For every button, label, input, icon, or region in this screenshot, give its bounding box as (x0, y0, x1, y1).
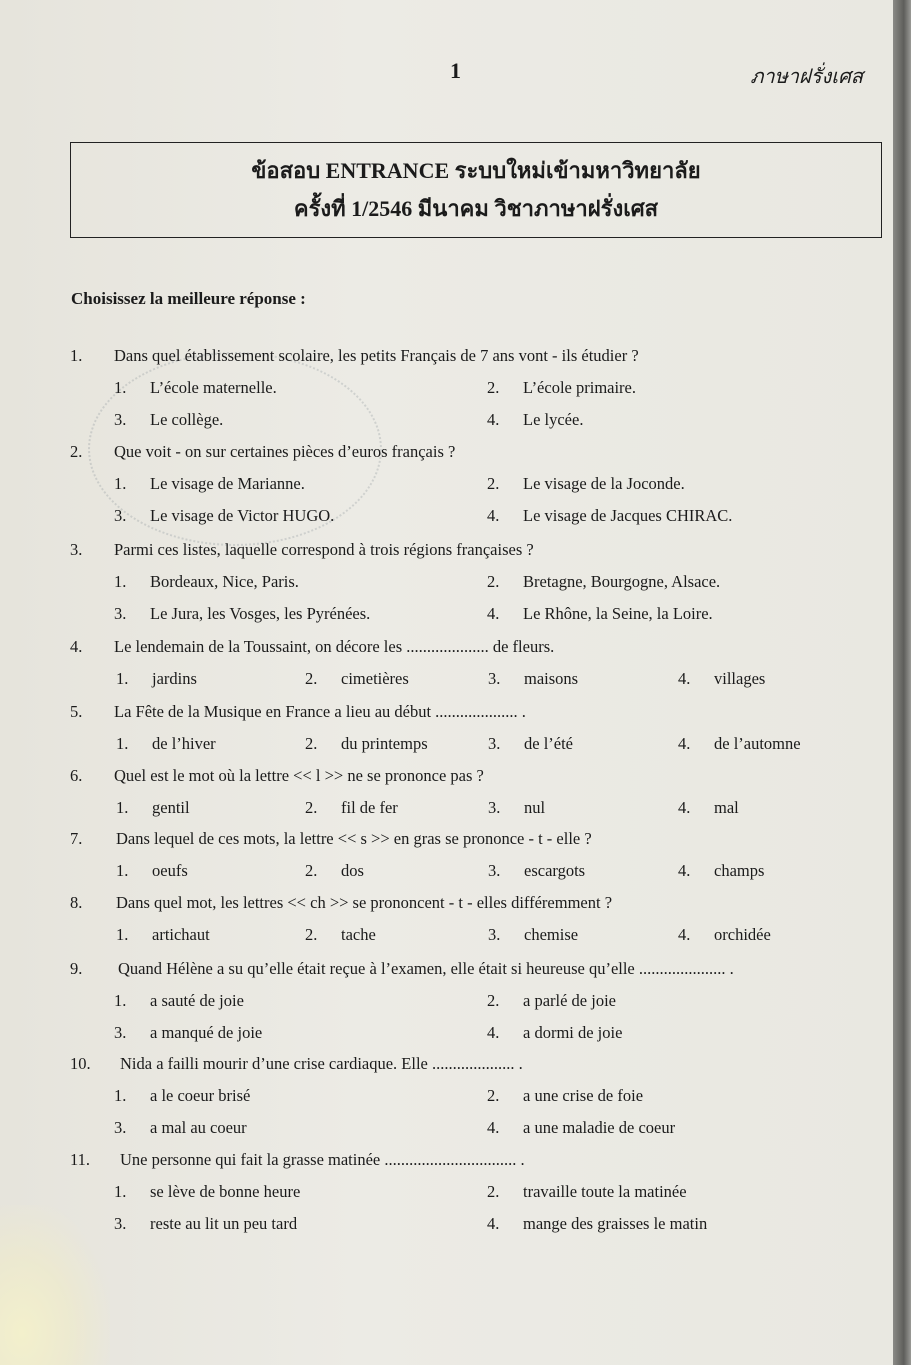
option-9-1 (114, 991, 244, 1011)
option-9-4 (487, 1023, 622, 1043)
question-7 (70, 829, 592, 849)
option-text: escargots (524, 861, 586, 880)
option-text: L’école primaire. (523, 378, 637, 397)
option-text: a dormi de joie (523, 1023, 623, 1042)
option-text: a une crise de foie (523, 1086, 644, 1105)
option-number: 1. (114, 474, 127, 493)
option-number: 3. (114, 506, 127, 525)
question-number: 9. (70, 959, 83, 978)
option-11-2 (487, 1182, 687, 1202)
option-text: Le Jura, les Vosges, les Pyrénées. (150, 604, 371, 623)
question-text: Parmi ces listes, laquelle correspond à trois régions françaises ? (114, 540, 534, 559)
option-text: jardins (152, 669, 197, 688)
option-1-2 (487, 378, 636, 398)
option-number: 3. (488, 798, 501, 817)
option-number: 3. (114, 1214, 127, 1233)
option-4-2 (305, 669, 409, 689)
option-number: 4. (678, 861, 691, 880)
option-number: 4. (678, 798, 691, 817)
option-text: Le visage de Jacques CHIRAC. (523, 506, 733, 525)
question-number: 6. (70, 766, 83, 785)
question-9 (70, 959, 734, 979)
option-number: 3. (114, 604, 127, 623)
option-number: 2. (487, 991, 500, 1010)
option-11-1 (114, 1182, 300, 1202)
question-text: Que voit - on sur certaines pièces d’euros français ? (114, 442, 456, 461)
option-text: chemise (524, 925, 579, 944)
option-number: 2. (487, 378, 500, 397)
title-box (70, 142, 882, 238)
option-text: Le lycée. (523, 410, 584, 429)
question-text: La Fête de la Musique en France a lieu au début .................... . (114, 702, 526, 721)
option-3-3 (114, 604, 370, 624)
option-text: Le visage de Victor HUGO. (150, 506, 335, 525)
question-2 (70, 442, 455, 462)
option-text: cimetières (341, 669, 409, 688)
option-text: maisons (524, 669, 579, 688)
option-text: se lève de bonne heure (150, 1182, 301, 1201)
option-10-4 (487, 1118, 675, 1138)
option-number: 3. (114, 410, 127, 429)
option-text: dos (341, 861, 364, 880)
question-3 (70, 540, 534, 560)
option-10-3 (114, 1118, 247, 1138)
title-line-1: ข้อสอบ ENTRANCE ระบบใหม่เข้ามหาวิทยาลัย (251, 158, 701, 183)
option-text: champs (714, 861, 765, 880)
option-number: 2. (305, 669, 318, 688)
option-number: 2. (487, 474, 500, 493)
option-2-3 (114, 506, 334, 526)
option-text: Bordeaux, Nice, Paris. (150, 572, 299, 591)
option-3-1 (114, 572, 299, 592)
option-text: Le visage de Marianne. (150, 474, 305, 493)
option-11-4 (487, 1214, 707, 1234)
question-number: 2. (70, 442, 83, 461)
option-11-3 (114, 1214, 297, 1234)
option-8-3 (488, 925, 578, 945)
option-10-2 (487, 1086, 643, 1106)
option-5-2 (305, 734, 428, 754)
option-number: 4. (678, 669, 691, 688)
option-text: villages (714, 669, 766, 688)
option-number: 2. (487, 1182, 500, 1201)
option-text: Le collège. (150, 410, 224, 429)
question-text: Dans quel établissement scolaire, les petits Français de 7 ans vont - ils étudier ? (114, 346, 639, 365)
question-text: Quand Hélène a su qu’elle était reçue à l’examen, elle était si heureuse qu’elle ..................... . (118, 959, 734, 978)
option-text: a manqué de joie (150, 1023, 263, 1042)
option-text: a une maladie de coeur (523, 1118, 676, 1137)
question-number: 11. (70, 1150, 91, 1169)
option-8-1 (116, 925, 210, 945)
option-number: 4. (678, 734, 691, 753)
option-2-4 (487, 506, 732, 526)
instruction: Choisissez la meilleure réponse : (71, 289, 306, 308)
option-number: 1. (116, 925, 129, 944)
option-text: L’école maternelle. (150, 378, 277, 397)
option-number: 4. (487, 1118, 500, 1137)
option-6-1 (116, 798, 190, 818)
page-number: 1 (450, 58, 461, 83)
option-text: a parlé de joie (523, 991, 616, 1010)
question-number: 7. (70, 829, 83, 848)
photo-glare (0, 1205, 110, 1365)
option-text: a sauté de joie (150, 991, 244, 1010)
option-9-3 (114, 1023, 262, 1043)
option-number: 1. (114, 572, 127, 591)
option-text: de l’automne (714, 734, 801, 753)
option-text: artichaut (152, 925, 210, 944)
option-number: 3. (488, 861, 501, 880)
question-text: Dans lequel de ces mots, la lettre << s >> en gras se prononce - t - elle ? (116, 829, 592, 848)
option-8-2 (305, 925, 376, 945)
option-6-4 (678, 798, 739, 818)
option-number: 2. (305, 734, 318, 753)
option-text: travaille toute la matinée (523, 1182, 687, 1201)
option-number: 2. (305, 925, 318, 944)
option-number: 2. (487, 1086, 500, 1105)
option-number: 3. (114, 1023, 127, 1042)
option-7-3 (488, 861, 585, 881)
question-10 (70, 1054, 523, 1074)
option-8-4 (678, 925, 771, 945)
option-2-1 (114, 474, 305, 494)
question-number: 4. (70, 637, 83, 656)
question-number: 8. (70, 893, 83, 912)
option-1-1 (114, 378, 277, 398)
question-6 (70, 766, 484, 786)
option-9-2 (487, 991, 616, 1011)
option-text: oeufs (152, 861, 188, 880)
option-number: 4. (487, 1023, 500, 1042)
option-6-3 (488, 798, 545, 818)
subject-header: ภาษาฝรั่งเศส (750, 66, 863, 88)
option-number: 1. (116, 861, 129, 880)
option-number: 4. (487, 604, 500, 623)
option-text: Le Rhône, la Seine, la Loire. (523, 604, 713, 623)
option-3-2 (487, 572, 720, 592)
option-4-3 (488, 669, 578, 689)
option-text: Bretagne, Bourgogne, Alsace. (523, 572, 721, 591)
option-number: 1. (116, 798, 129, 817)
option-text: a mal au coeur (150, 1118, 247, 1137)
option-5-4 (678, 734, 801, 754)
option-4-1 (116, 669, 197, 689)
option-3-4 (487, 604, 713, 624)
question-5 (70, 702, 526, 722)
option-text: a le coeur brisé (150, 1086, 251, 1105)
option-4-4 (678, 669, 765, 689)
option-text: nul (524, 798, 546, 817)
title-line-2: ครั้งที่ 1/2546 มีนาคม วิชาภาษาฝรั่งเศส (293, 196, 659, 221)
option-2-2 (487, 474, 685, 494)
page-edge (893, 0, 911, 1365)
question-text: Dans quel mot, les lettres << ch >> se prononcent - t - elles différemment ? (116, 893, 613, 912)
question-text: Une personne qui fait la grasse matinée ................................ . (120, 1150, 525, 1169)
option-6-2 (305, 798, 398, 818)
option-text: Le visage de la Joconde. (523, 474, 685, 493)
option-number: 2. (305, 861, 318, 880)
question-4 (70, 637, 554, 657)
option-text: fil de fer (341, 798, 398, 817)
option-number: 1. (116, 734, 129, 753)
option-text: du printemps (341, 734, 428, 753)
question-11 (70, 1150, 525, 1170)
option-text: de l’hiver (152, 734, 216, 753)
option-number: 1. (114, 1086, 127, 1105)
option-number: 2. (487, 572, 500, 591)
option-number: 4. (487, 506, 500, 525)
option-number: 1. (116, 669, 129, 688)
option-number: 1. (114, 378, 127, 397)
question-text: Quel est le mot où la lettre << l >> ne se prononce pas ? (114, 766, 484, 785)
option-number: 4. (678, 925, 691, 944)
question-text: Nida a failli mourir d’une crise cardiaque. Elle .................... . (120, 1054, 523, 1073)
option-7-2 (305, 861, 364, 881)
question-number: 1. (70, 346, 83, 365)
option-7-4 (678, 861, 764, 881)
option-1-4 (487, 410, 583, 430)
option-number: 4. (487, 1214, 500, 1233)
option-text: gentil (152, 798, 190, 817)
option-text: reste au lit un peu tard (150, 1214, 298, 1233)
option-text: orchidée (714, 925, 771, 944)
option-number: 1. (114, 1182, 127, 1201)
question-text: Le lendemain de la Toussaint, on décore les .................... de fleurs. (114, 637, 555, 656)
question-1 (70, 346, 639, 366)
option-number: 3. (488, 669, 501, 688)
option-text: mange des graisses le matin (523, 1214, 708, 1233)
option-number: 3. (114, 1118, 127, 1137)
option-number: 3. (488, 734, 501, 753)
option-5-3 (488, 734, 573, 754)
question-number: 3. (70, 540, 83, 559)
option-number: 2. (305, 798, 318, 817)
option-5-1 (116, 734, 216, 754)
option-text: tache (341, 925, 376, 944)
question-number: 10. (70, 1054, 91, 1073)
option-text: de l’été (524, 734, 574, 753)
option-10-1 (114, 1086, 250, 1106)
option-number: 3. (488, 925, 501, 944)
option-7-1 (116, 861, 188, 881)
option-1-3 (114, 410, 223, 430)
question-number: 5. (70, 702, 83, 721)
option-number: 1. (114, 991, 127, 1010)
question-8 (70, 893, 612, 913)
option-number: 4. (487, 410, 500, 429)
option-text: mal (714, 798, 739, 817)
